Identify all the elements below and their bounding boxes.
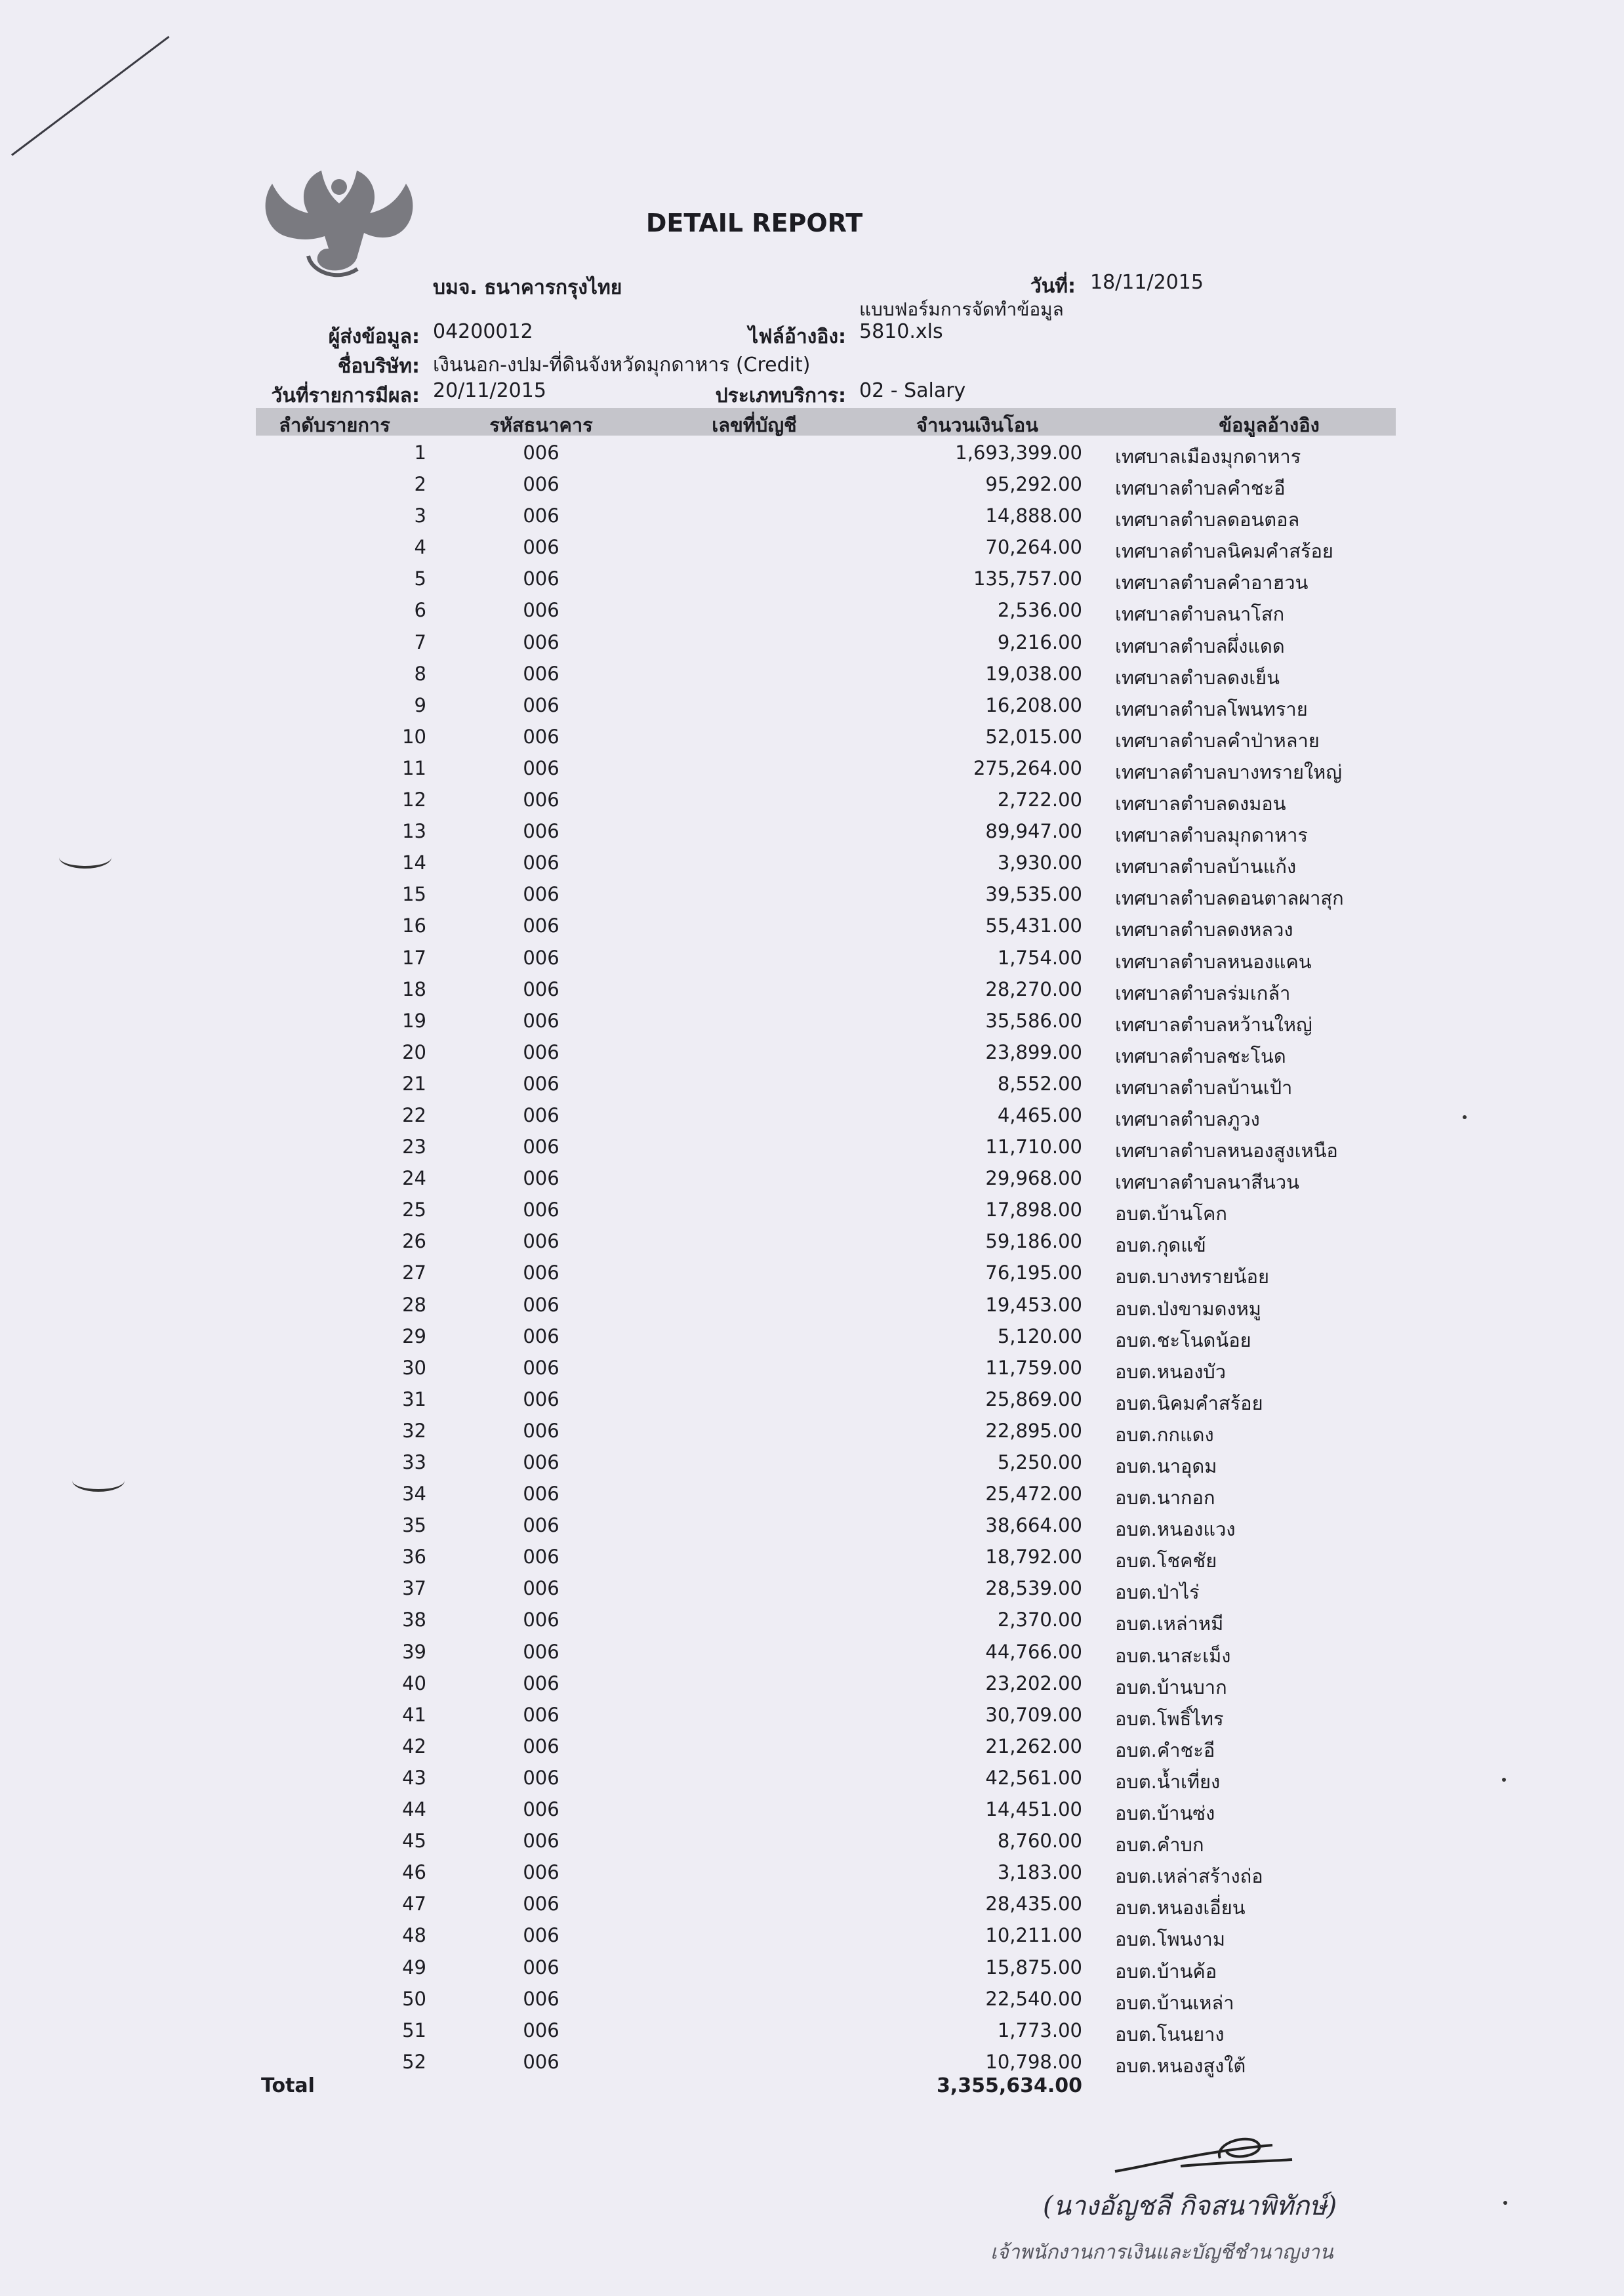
row-number: 14 <box>402 851 426 874</box>
row-number: 24 <box>402 1167 426 1190</box>
row-number: 16 <box>402 914 426 937</box>
form-name: แบบฟอร์มการจัดทำข้อมูล <box>859 298 1064 320</box>
bank-code: 006 <box>523 1577 559 1600</box>
transfer-amount: 8,552.00 <box>997 1072 1082 1095</box>
transfer-amount: 5,250.00 <box>997 1451 1082 1473</box>
bank-code: 006 <box>523 1798 559 1821</box>
row-number: 46 <box>402 1861 426 1884</box>
reference-info: อบต.น้ำเที่ยง <box>1115 1770 1221 1793</box>
row-number: 3 <box>414 504 426 527</box>
transfer-amount: 89,947.00 <box>985 820 1082 843</box>
row-number: 32 <box>402 1419 426 1442</box>
sender-code: 04200012 <box>433 320 533 343</box>
table-row <box>0 1668 1509 1700</box>
row-number: 30 <box>402 1356 426 1379</box>
row-number: 19 <box>402 1009 426 1032</box>
bank-code: 006 <box>523 883 559 906</box>
bank-code: 006 <box>523 1387 559 1410</box>
row-number: 27 <box>402 1261 426 1284</box>
reference-info: อบต.หนองเอี่ยน <box>1115 1896 1246 1919</box>
reference-info: อบต.กุดแข้ <box>1115 1234 1206 1257</box>
bank-code: 006 <box>523 756 559 779</box>
transfer-amount: 76,195.00 <box>985 1261 1082 1284</box>
transfer-amount: 52,015.00 <box>985 725 1082 748</box>
row-number: 51 <box>402 2019 426 2041</box>
table-row <box>0 564 1509 595</box>
reference-info: อบต.บ้านเหล่า <box>1115 1991 1234 2014</box>
row-number: 34 <box>402 1483 426 1506</box>
bank-code: 006 <box>523 1103 559 1126</box>
transfer-amount: 25,869.00 <box>985 1387 1082 1410</box>
table-row <box>0 722 1509 753</box>
reference-info: อบต.เหล่าสร้างถ่อ <box>1115 1865 1263 1888</box>
bank-code: 006 <box>523 1199 559 1221</box>
transfer-amount: 9,216.00 <box>997 630 1082 653</box>
bank-name: บมจ. ธนาคารกรุงไทย <box>433 276 622 299</box>
company-name: เงินนอก-งปม-ที่ดินจังหวัดมุกดาหาร (Credit) <box>433 354 811 377</box>
transfer-amount: 25,472.00 <box>985 1483 1082 1506</box>
table-row <box>0 2047 1509 2078</box>
table-row <box>0 848 1509 879</box>
row-number: 22 <box>402 1103 426 1126</box>
transfer-amount: 3,183.00 <box>997 1861 1082 1884</box>
row-number: 5 <box>414 567 426 590</box>
reference-info: เทศบาลตำบลหว้านใหญ่ <box>1115 1013 1312 1036</box>
table-row <box>0 1069 1509 1100</box>
transfer-amount: 3,930.00 <box>997 851 1082 874</box>
row-number: 25 <box>402 1199 426 1221</box>
row-number: 52 <box>402 2050 426 2073</box>
table-row <box>0 974 1509 1006</box>
bank-code: 006 <box>523 1609 559 1631</box>
table-row <box>0 1605 1509 1636</box>
reference-info: อบต.เหล่าหมี <box>1115 1612 1224 1635</box>
transfer-amount: 5,120.00 <box>997 1324 1082 1347</box>
reference-info: เทศบาลตำบลดงเย็น <box>1115 666 1280 689</box>
transfer-amount: 28,435.00 <box>985 1893 1082 1916</box>
row-number: 45 <box>402 1830 426 1853</box>
table-row <box>0 1763 1509 1794</box>
row-number: 44 <box>402 1798 426 1821</box>
row-number: 33 <box>402 1451 426 1473</box>
th-seq: ลำดับรายการ <box>279 414 390 436</box>
table-row <box>0 1731 1509 1763</box>
reference-info: อบต.บางทรายน้อย <box>1115 1265 1269 1288</box>
reference-info: เทศบาลตำบลร่มเกล้า <box>1115 981 1291 1004</box>
transfer-amount: 10,798.00 <box>985 2050 1082 2073</box>
table-row <box>0 1353 1509 1384</box>
service-type: 02 - Salary <box>859 379 966 402</box>
row-number: 1 <box>414 441 426 464</box>
reference-info: เทศบาลตำบลดงมอน <box>1115 792 1286 815</box>
bank-code: 006 <box>523 1956 559 1978</box>
bank-code: 006 <box>523 1293 559 1316</box>
bank-code: 006 <box>523 1987 559 2010</box>
row-number: 36 <box>402 1546 426 1568</box>
row-number: 26 <box>402 1230 426 1253</box>
row-number: 41 <box>402 1703 426 1726</box>
table-row <box>0 1700 1509 1731</box>
reference-info: อบต.บ้านบาก <box>1115 1675 1227 1698</box>
table-row <box>0 2015 1509 2047</box>
table-row <box>0 1195 1509 1226</box>
transfer-amount: 2,722.00 <box>997 789 1082 811</box>
row-number: 17 <box>402 946 426 969</box>
th-account: เลขที่บัญชี <box>712 414 797 436</box>
table-row <box>0 1258 1509 1289</box>
signatory-position: เจ้าพนักงานการเงินและบัญชีชำนาญงาน <box>990 2241 1333 2264</box>
reference-info: เทศบาลตำบลมุกดาหาร <box>1115 824 1308 847</box>
transfer-amount: 95,292.00 <box>985 473 1082 496</box>
row-number: 4 <box>414 536 426 559</box>
row-number: 20 <box>402 1040 426 1063</box>
row-number: 18 <box>402 977 426 1000</box>
reference-info: เทศบาลตำบลบ้านเป้า <box>1115 1076 1293 1099</box>
bank-code: 006 <box>523 599 559 622</box>
punch-hole-mark <box>59 846 112 869</box>
signatory-name: (นางอัญชลี กิจสนาพิทักษ์) <box>1043 2191 1337 2221</box>
bank-code: 006 <box>523 1703 559 1726</box>
table-row <box>0 532 1509 564</box>
reference-info: เทศบาลตำบลภูวง <box>1115 1107 1260 1130</box>
transfer-amount: 39,535.00 <box>985 883 1082 906</box>
table-row <box>0 627 1509 659</box>
bank-code: 006 <box>523 1766 559 1789</box>
table-row <box>0 690 1509 722</box>
effective-date-label: วันที่รายการมีผล: <box>271 384 420 407</box>
bank-code: 006 <box>523 1324 559 1347</box>
reference-info: เทศบาลตำบลคำชะอี <box>1115 477 1286 500</box>
th-bank-code: รหัสธนาคาร <box>489 414 593 436</box>
service-label: ประเภทบริการ: <box>715 384 846 407</box>
reference-info: เทศบาลตำบลผึ่งแดด <box>1115 634 1285 657</box>
transfer-amount: 2,370.00 <box>997 1609 1082 1631</box>
file-name: 5810.xls <box>859 320 943 343</box>
bank-code: 006 <box>523 2019 559 2041</box>
bank-code: 006 <box>523 1136 559 1158</box>
bank-code: 006 <box>523 1483 559 1506</box>
row-number: 47 <box>402 1893 426 1916</box>
row-number: 2 <box>414 473 426 496</box>
reference-info: อบต.นากอก <box>1115 1486 1215 1509</box>
table-row <box>0 1226 1509 1258</box>
transfer-amount: 2,536.00 <box>997 599 1082 622</box>
bank-code: 006 <box>523 1040 559 1063</box>
row-number: 35 <box>402 1514 426 1537</box>
scan-speck <box>1463 1115 1467 1119</box>
table-row <box>0 1132 1509 1163</box>
table-row <box>0 1920 1509 1952</box>
row-number: 9 <box>414 693 426 716</box>
reference-info: เทศบาลตำบลนาสีนวน <box>1115 1171 1299 1194</box>
reference-info: อบต.โพนงาม <box>1115 1928 1225 1951</box>
bank-code: 006 <box>523 441 559 464</box>
row-number: 7 <box>414 630 426 653</box>
transfer-amount: 44,766.00 <box>985 1640 1082 1663</box>
transfer-amount: 35,586.00 <box>985 1009 1082 1032</box>
transfer-amount: 1,754.00 <box>997 946 1082 969</box>
transfer-amount: 11,759.00 <box>985 1356 1082 1379</box>
transfer-amount: 11,710.00 <box>985 1136 1082 1158</box>
reference-info: อบต.ชะโนดน้อย <box>1115 1328 1251 1351</box>
table-row <box>0 438 1509 469</box>
reference-info: เทศบาลตำบลคำป่าหลาย <box>1115 729 1320 752</box>
transfer-amount: 28,539.00 <box>985 1577 1082 1600</box>
bank-code: 006 <box>523 1356 559 1379</box>
transfer-amount: 17,898.00 <box>985 1199 1082 1221</box>
file-label: ไฟล์อ้างอิง: <box>748 325 846 348</box>
row-number: 8 <box>414 662 426 685</box>
transfer-amount: 38,664.00 <box>985 1514 1082 1537</box>
transfer-amount: 21,262.00 <box>985 1734 1082 1757</box>
bank-code: 006 <box>523 820 559 843</box>
row-number: 21 <box>402 1072 426 1095</box>
table-row <box>0 501 1509 532</box>
bank-code: 006 <box>523 2050 559 2073</box>
scan-speck <box>1503 2201 1507 2205</box>
reference-info: อบต.โนนยาง <box>1115 2022 1225 2045</box>
bank-code: 006 <box>523 789 559 811</box>
bank-code: 006 <box>523 1640 559 1663</box>
transfer-amount: 23,202.00 <box>985 1671 1082 1694</box>
reference-info: เทศบาลตำบลดอนตาลผาสุก <box>1115 887 1344 910</box>
bank-code: 006 <box>523 914 559 937</box>
bank-code: 006 <box>523 1167 559 1190</box>
table-row <box>0 1826 1509 1857</box>
company-label: ชื่อบริษัท: <box>337 355 420 378</box>
transfer-amount: 4,465.00 <box>997 1103 1082 1126</box>
reference-info: อบต.โพธิ์ไทร <box>1115 1707 1224 1730</box>
table-row <box>0 1984 1509 2015</box>
transfer-amount: 135,757.00 <box>973 567 1082 590</box>
transfer-amount: 8,760.00 <box>997 1830 1082 1853</box>
bank-code: 006 <box>523 473 559 496</box>
table-row <box>0 1290 1509 1321</box>
reference-info: เทศบาลตำบลนาโสก <box>1115 603 1285 626</box>
transfer-amount: 22,540.00 <box>985 1987 1082 2010</box>
table-row <box>0 1637 1509 1668</box>
transfer-amount: 23,899.00 <box>985 1040 1082 1063</box>
row-number: 42 <box>402 1734 426 1757</box>
bank-code: 006 <box>523 946 559 969</box>
reference-info: เทศบาลตำบลบ้านแก้ง <box>1115 855 1297 878</box>
reference-info: อบต.นาอุดม <box>1115 1455 1217 1477</box>
reference-info: อบต.คำชะอี <box>1115 1738 1215 1761</box>
transfer-amount: 29,968.00 <box>985 1167 1082 1190</box>
row-number: 31 <box>402 1387 426 1410</box>
transfer-amount: 19,038.00 <box>985 662 1082 685</box>
bank-code: 006 <box>523 1893 559 1916</box>
bank-code: 006 <box>523 630 559 653</box>
transfer-amount: 55,431.00 <box>985 914 1082 937</box>
reference-info: เทศบาลตำบลดงหลวง <box>1115 918 1293 941</box>
total-label: Total <box>261 2074 315 2097</box>
row-number: 10 <box>402 725 426 748</box>
bank-code: 006 <box>523 1451 559 1473</box>
total-amount: 3,355,634.00 <box>936 2074 1082 2097</box>
transfer-amount: 18,792.00 <box>985 1546 1082 1568</box>
row-number: 38 <box>402 1609 426 1631</box>
transfer-amount: 30,709.00 <box>985 1703 1082 1726</box>
transfer-amount: 42,561.00 <box>985 1766 1082 1789</box>
reference-info: อบต.หนองแวง <box>1115 1518 1236 1541</box>
bank-code: 006 <box>523 1072 559 1095</box>
reference-info: เทศบาลตำบลคำอาฮวน <box>1115 571 1309 594</box>
table-row <box>0 879 1509 911</box>
table-row <box>0 1510 1509 1542</box>
transfer-amount: 275,264.00 <box>973 756 1082 779</box>
bank-code: 006 <box>523 851 559 874</box>
bank-code: 006 <box>523 504 559 527</box>
scan-speck <box>1502 1778 1506 1782</box>
report-title: DETAIL REPORT <box>645 209 863 237</box>
table-row <box>0 1952 1509 1984</box>
transfer-amount: 59,186.00 <box>985 1230 1082 1253</box>
reference-info: อบต.ป่งขามดงหมู <box>1115 1297 1261 1320</box>
pen-stroke <box>11 36 169 156</box>
bank-code: 006 <box>523 1261 559 1284</box>
reference-info: อบต.นิคมคำสร้อย <box>1115 1391 1263 1414</box>
bank-code: 006 <box>523 1861 559 1884</box>
transfer-amount: 15,875.00 <box>985 1956 1082 1978</box>
bank-code: 006 <box>523 536 559 559</box>
bank-code: 006 <box>523 1230 559 1253</box>
report-date: 18/11/2015 <box>1090 271 1204 294</box>
row-number: 48 <box>402 1924 426 1947</box>
table-row <box>0 1857 1509 1889</box>
reference-info: อบต.บ้านค้อ <box>1115 1959 1217 1982</box>
table-body <box>0 438 1509 2078</box>
table-row <box>0 785 1509 816</box>
bank-code: 006 <box>523 725 559 748</box>
bank-code: 006 <box>523 567 559 590</box>
row-number: 39 <box>402 1640 426 1663</box>
reference-info: เทศบาลตำบลนิคมคำสร้อย <box>1115 540 1333 563</box>
table-row <box>0 1794 1509 1826</box>
reference-info: เทศบาลตำบลบางทรายใหญ่ <box>1115 760 1343 783</box>
transfer-amount: 28,270.00 <box>985 977 1082 1000</box>
bank-code: 006 <box>523 1514 559 1537</box>
table-row <box>0 1384 1509 1416</box>
reference-info: อบต.บ้านโคก <box>1115 1202 1227 1225</box>
date-label: วันที่: <box>1030 275 1076 298</box>
bank-code: 006 <box>523 1671 559 1694</box>
reference-info: อบต.โชคชัย <box>1115 1549 1217 1572</box>
transfer-amount: 1,693,399.00 <box>955 441 1082 464</box>
table-row <box>0 1321 1509 1353</box>
transfer-amount: 16,208.00 <box>985 693 1082 716</box>
reference-info: อบต.หนองบัว <box>1115 1360 1227 1383</box>
table-row <box>0 816 1509 848</box>
row-number: 12 <box>402 789 426 811</box>
bank-code: 006 <box>523 1546 559 1568</box>
transfer-amount: 70,264.00 <box>985 536 1082 559</box>
table-row <box>0 1037 1509 1069</box>
reference-info: เทศบาลตำบลชะโนด <box>1115 1044 1286 1067</box>
table-row <box>0 753 1509 785</box>
bank-code: 006 <box>523 1419 559 1442</box>
reference-info: อบต.ป่าไร่ <box>1115 1581 1200 1604</box>
bank-code: 006 <box>523 1830 559 1853</box>
table-row <box>0 469 1509 501</box>
reference-info: เทศบาลเมืองมุกดาหาร <box>1115 445 1301 468</box>
table-row <box>0 659 1509 690</box>
row-number: 37 <box>402 1577 426 1600</box>
table-row <box>0 1573 1509 1605</box>
table-row <box>0 1416 1509 1447</box>
table-row <box>0 943 1509 974</box>
table-row <box>0 1479 1509 1510</box>
reference-info: อบต.กกแดง <box>1115 1423 1214 1446</box>
th-amount: จำนวนเงินโอน <box>916 414 1038 436</box>
transfer-amount: 1,773.00 <box>997 2019 1082 2041</box>
punch-hole-mark <box>72 1469 125 1492</box>
row-number: 11 <box>402 756 426 779</box>
reference-info: เทศบาลตำบลดอนตอล <box>1115 508 1300 531</box>
row-number: 13 <box>402 820 426 843</box>
row-number: 15 <box>402 883 426 906</box>
row-number: 43 <box>402 1766 426 1789</box>
table-row <box>0 595 1509 626</box>
th-reference: ข้อมูลอ้างอิง <box>1219 414 1320 436</box>
table-row <box>0 1163 1509 1195</box>
row-number: 40 <box>402 1671 426 1694</box>
bank-code: 006 <box>523 693 559 716</box>
reference-info: อบต.หนองสูงใต้ <box>1115 2054 1246 2077</box>
bank-code: 006 <box>523 1924 559 1947</box>
reference-info: เทศบาลตำบลหนองสูงเหนือ <box>1115 1139 1338 1162</box>
table-row <box>0 1889 1509 1920</box>
transfer-amount: 14,451.00 <box>985 1798 1082 1821</box>
row-number: 50 <box>402 1987 426 2010</box>
table-row <box>0 1006 1509 1037</box>
table-row <box>0 1447 1509 1479</box>
transfer-amount: 22,895.00 <box>985 1419 1082 1442</box>
row-number: 49 <box>402 1956 426 1978</box>
reference-info: เทศบาลตำบลโพนทราย <box>1115 697 1308 720</box>
table-row <box>0 1542 1509 1573</box>
row-number: 6 <box>414 599 426 622</box>
bank-code: 006 <box>523 662 559 685</box>
signature-scribble <box>1102 2125 1299 2184</box>
bank-code: 006 <box>523 1009 559 1032</box>
sender-label: ผู้ส่งข้อมูล: <box>328 325 420 348</box>
bank-code: 006 <box>523 977 559 1000</box>
row-number: 28 <box>402 1293 426 1316</box>
row-number: 29 <box>402 1324 426 1347</box>
table-row <box>0 911 1509 942</box>
transfer-amount: 14,888.00 <box>985 504 1082 527</box>
effective-date: 20/11/2015 <box>433 379 546 402</box>
reference-info: อบต.นาสะเม็ง <box>1115 1644 1231 1667</box>
bank-code: 006 <box>523 1734 559 1757</box>
row-number: 23 <box>402 1136 426 1158</box>
table-row <box>0 1100 1509 1132</box>
reference-info: อบต.คำบก <box>1115 1834 1204 1856</box>
reference-info: เทศบาลตำบลหนองแคน <box>1115 950 1312 973</box>
reference-info: อบต.บ้านซ่ง <box>1115 1802 1215 1825</box>
transfer-amount: 19,453.00 <box>985 1293 1082 1316</box>
transfer-amount: 10,211.00 <box>985 1924 1082 1947</box>
